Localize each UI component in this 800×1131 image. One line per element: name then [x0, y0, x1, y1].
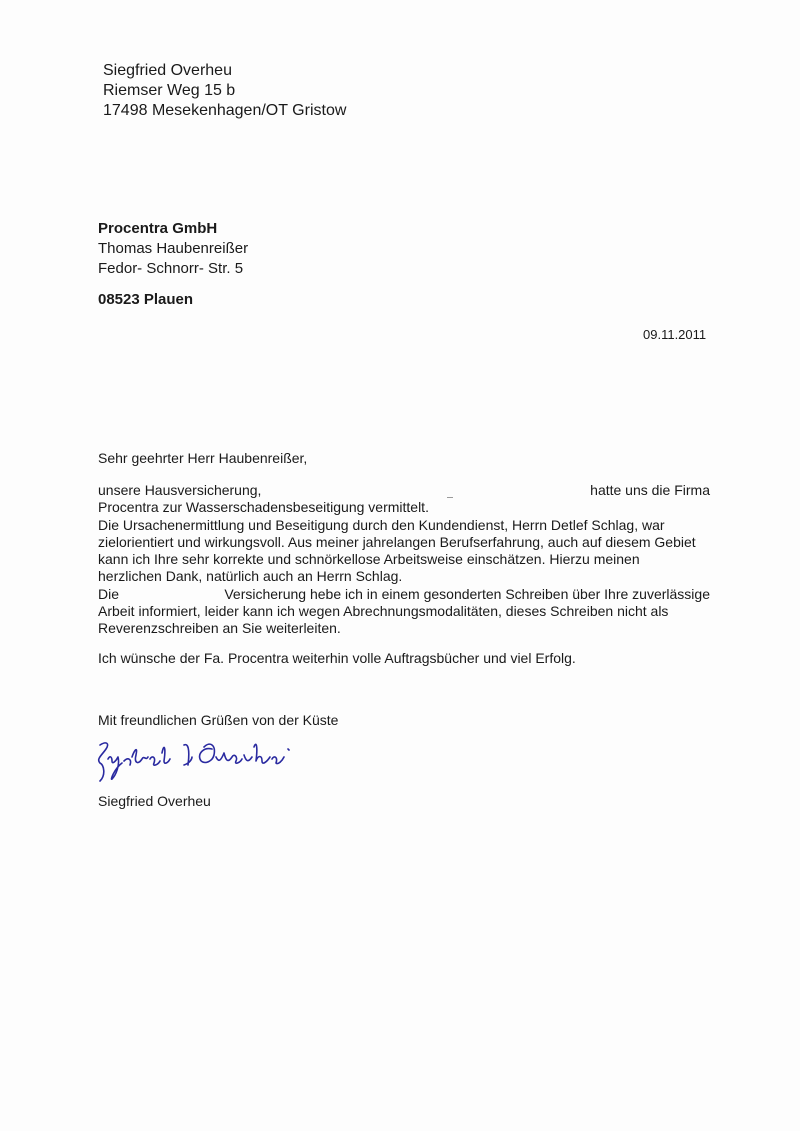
- sender-street: Riemser Weg 15 b: [103, 82, 236, 99]
- recipient-street: Fedor- Schnorr- Str. 5: [98, 260, 244, 277]
- body-line-7-right: Versicherung hebe ich in einem gesonderten Schreiben über Ihre zuverlässige: [224, 585, 710, 602]
- body-line-1-right: hatte uns die Firma: [590, 482, 710, 498]
- body-line-8: Arbeit informiert, leider kann ich wegen Abrechnungsmodalitäten, dieses Schreiben nicht als: [98, 603, 669, 620]
- sender-name: Siegfried Overheu: [103, 62, 232, 79]
- recipient-company: Procentra GmbH: [98, 220, 218, 237]
- body-line-2: Procentra zur Wasserschadensbeseitigung vermittelt.: [98, 499, 429, 516]
- sender-city: 17498 Mesekenhagen/OT Gristow: [103, 102, 347, 119]
- closing-greeting: Mit freundlichen Grüßen von der Küste: [98, 712, 339, 728]
- sender-address: [103, 61, 346, 121]
- body-line-9: Reverenzschreiben an Sie weiterleiten.: [98, 620, 341, 637]
- salutation: Sehr geehrter Herr Haubenreißer,: [98, 450, 308, 466]
- scan-speck: [447, 497, 453, 498]
- closing-wish: Ich wünsche der Fa. Procentra weiterhin volle Auftragsbücher und viel Erfolg.: [98, 650, 576, 666]
- recipient-city: 08523 Plauen: [98, 291, 194, 308]
- signer-name: Siegfried Overheu: [98, 793, 211, 809]
- body-line-6: herzlichen Dank, natürlich auch an Herrn Schlag.: [98, 568, 403, 585]
- body-line-3: Die Ursachenermittlung und Beseitigung durch den Kundendienst, Herrn Detlef Schlag, war: [98, 516, 665, 533]
- handwritten-signature: [92, 735, 312, 785]
- body-line-7: [98, 586, 710, 603]
- recipient-address: [98, 219, 248, 279]
- body-line-1: [98, 482, 710, 499]
- recipient-contact: Thomas Haubenreißer: [98, 240, 249, 257]
- body-line-5: kann ich Ihre sehr korrekte und schnörkellose Arbeitsweise einschätzen. Hierzu meinen: [98, 551, 640, 568]
- letter-date: 09.11.2011: [643, 327, 707, 342]
- body-line-4: zielorientiert und wirkungsvoll. Aus meiner jahrelangen Berufserfahrung, auch auf diesem Gebiet: [98, 533, 696, 550]
- body-line-7-left: Die: [98, 585, 120, 602]
- letter-body: [98, 482, 710, 638]
- body-line-1-left: unsere Hausversicherung,: [98, 482, 262, 498]
